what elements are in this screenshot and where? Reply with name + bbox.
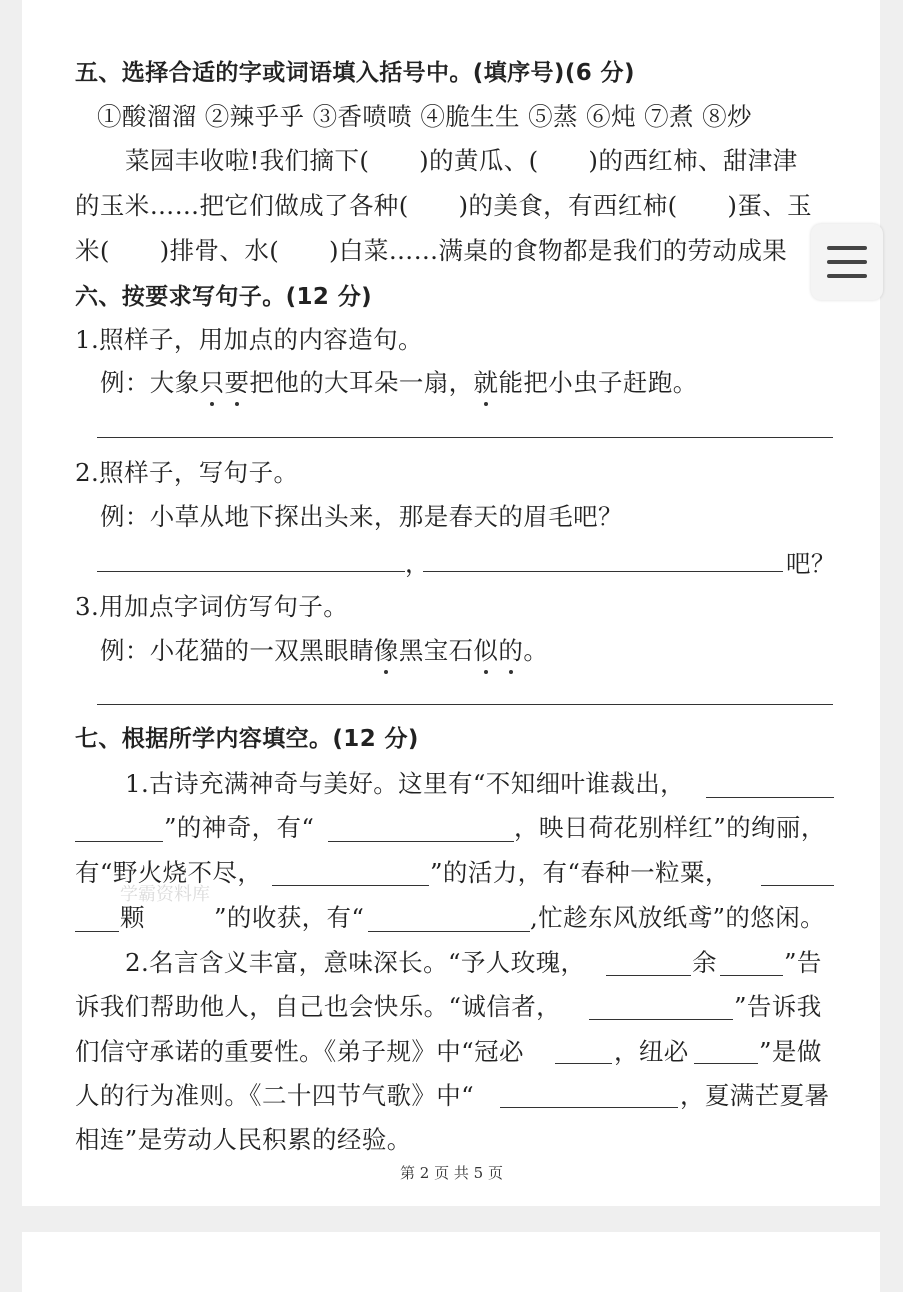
section-7-q2-line1b: 余 (692, 948, 717, 977)
question-6-2-ending: 吧？ (786, 549, 836, 578)
section-7-q1-line4a: 颗 (120, 903, 145, 932)
page-number: 第 2 页 共 5 页 (400, 1164, 503, 1182)
section-7-q1-line2b: ，映日荷花别样红”的绚丽， (514, 813, 826, 842)
section-7-q1-line3b: ”的活力，有“春种一粒粟， (430, 858, 730, 887)
section-7-q2-line2b: ”告诉我 (734, 992, 822, 1021)
section-5-paragraph-line2: 的玉米……把它们做成了各种( )的美食，有西红柿( )蛋、玉 (75, 191, 813, 220)
blank-7-1f[interactable] (75, 931, 119, 932)
section-7-q1-line1: 1.古诗充满神奇与美好。这里有“不知细叶谁裁出， (125, 769, 685, 798)
menu-bar-bottom (827, 274, 867, 278)
menu-bar-middle (827, 260, 867, 264)
section-7-q1-line2: ”的神奇，有“ (164, 813, 315, 842)
blank-7-2b[interactable] (720, 975, 783, 976)
section-5-paragraph-line3: 米( )排骨、水( )白菜……满桌的食物都是我们的劳动成果 (75, 236, 788, 265)
section-5-heading: 五、选择合适的字或词语填入括号中。(填序号)(6 分) (75, 60, 635, 86)
section-7-q2-line5: 相连”是劳动人民积累的经验。 (75, 1125, 412, 1154)
section-7-q2-line1: 2.名言含义丰富，意味深长。“予人玫瑰， (125, 948, 586, 977)
blank-7-2c[interactable] (589, 1019, 733, 1020)
blank-7-1c[interactable] (328, 841, 514, 842)
blank-7-1b[interactable] (75, 841, 163, 842)
section-7-q1-line4c: ,忙趁东风放纸鸢”的悠闲。 (530, 903, 826, 932)
blank-7-1g[interactable] (368, 931, 530, 932)
answer-line-6-1[interactable] (97, 437, 833, 438)
answer-line-6-3[interactable] (97, 704, 833, 705)
section-7-q2-line3c: ”是做 (759, 1037, 822, 1066)
blank-7-2d[interactable] (555, 1063, 612, 1064)
section-6-heading: 六、按要求写句子。(12 分) (75, 284, 373, 310)
section-7-q2-line4: 人的行为准则。《二十四节气歌》中“ (75, 1081, 475, 1110)
question-6-2-comma: ， (405, 549, 430, 578)
section-7-q2-line3b: ，纽必 (614, 1037, 689, 1066)
blank-7-2e[interactable] (694, 1063, 758, 1064)
blank-7-1d[interactable] (272, 885, 429, 886)
section-7-q2-line4b: ，夏满芒夏暑 (680, 1081, 830, 1110)
blank-7-2a[interactable] (606, 975, 691, 976)
section-5-paragraph-line1: 菜园丰收啦!我们摘下( )的黄瓜、( )的西红柿、甜津津 (125, 146, 798, 175)
section-7-q1-line3: 有“野火烧不尽， (75, 858, 263, 887)
question-6-1-example: 例：大象只要把他的大耳朵一扇，就能把小虫子赶跑。 (100, 366, 698, 400)
section-7-q2-line2: 诉我们帮助他人，自己也会快乐。“诚信者， (75, 992, 562, 1021)
question-6-2: 2.照样子，写句子。 (75, 458, 299, 487)
section-5-options: ①酸溜溜 ②辣乎乎 ③香喷喷 ④脆生生 ⑤蒸 ⑥炖 ⑦煮 ⑧炒 (97, 102, 752, 131)
hamburger-menu-icon[interactable] (811, 224, 883, 300)
next-page (22, 1232, 880, 1292)
watermark: 学霸资料库 (120, 884, 210, 905)
section-7-q2-line3: 们信守承诺的重要性。《弟子规》中“冠必 (75, 1037, 524, 1066)
answer-line-6-2b[interactable] (423, 571, 783, 572)
section-7-heading: 七、根据所学内容填空。(12 分) (75, 726, 419, 752)
question-6-1: 1.照样子，用加点的内容造句。 (75, 325, 423, 354)
answer-line-6-2a[interactable] (97, 571, 405, 572)
section-7-q1-line4b: ”的收获，有“ (214, 903, 365, 932)
section-7-q2-line1c: ”告 (784, 948, 822, 977)
blank-7-2f[interactable] (500, 1107, 678, 1108)
menu-bar-top (827, 246, 867, 250)
blank-7-1e[interactable] (761, 885, 834, 886)
blank-7-1a[interactable] (706, 797, 834, 798)
question-6-2-example: 例：小草从地下探出头来，那是春天的眉毛吧？ (100, 502, 623, 531)
question-6-3: 3.用加点字词仿写句子。 (75, 592, 349, 621)
question-6-3-example: 例：小花猫的一双黑眼睛像黑宝石似的。 (100, 634, 548, 668)
